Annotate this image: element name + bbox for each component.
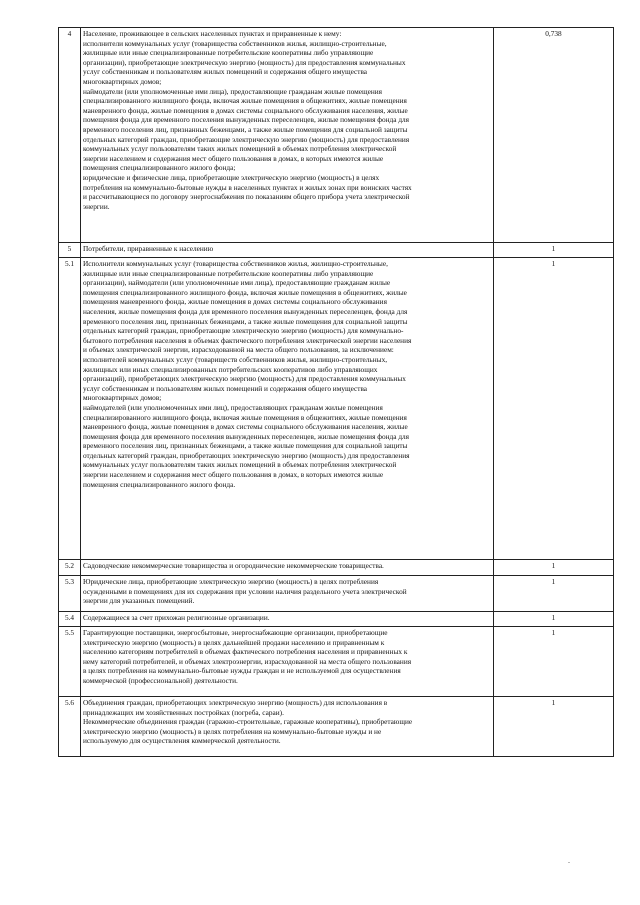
consumer-category-description [81, 627, 494, 697]
description-line: Содержащиеся за счет прихожан религиозные организации. [83, 613, 270, 622]
description-line: энергии населением и содержания мест общего пользования в домах, в которых имеются жилые [83, 153, 384, 163]
row-number: 5.1 [59, 258, 81, 560]
description-line: специализированного жилищного фонда, включая жилые помещения в общежитиях, жилые помещения [83, 412, 407, 422]
description-line: помещения специализированного жилищного фонда, включая жилые помещения в общежитиях, жилые [83, 287, 407, 297]
description-line: наймодателей (или уполномоченных ими лиц), предоставляющих гражданам жилые помещения [83, 402, 383, 412]
description-line: Объединения граждан, приобретающих электрическую энергию (мощность) для использования в [83, 698, 388, 707]
description-line: многоквартирных домов; [83, 393, 162, 403]
coefficient-value: 1 [494, 243, 614, 258]
description-line: организации), приобретающие электрическую энергию (мощность) для предоставления коммунальных [83, 57, 406, 67]
description-line: населения, жилые помещения фонда для временного поселения вынужденных переселенцев, фонда для [83, 306, 408, 316]
description-line: электрическую энергию (мощность) в целях дальнейшей продажи населению и приравненным к [83, 637, 385, 647]
description-line: электрическую энергию (мощность) в целях потребления на коммунально-бытовые нужды и не [83, 726, 382, 736]
description-line: специализированного жилищного фонда, включая жилые помещения в общежитиях, жилые помещения [83, 96, 407, 106]
consumer-category-description [81, 243, 494, 258]
coefficient-value: 1 [494, 258, 614, 560]
description-line: в целях потребления на коммунально-бытовые нужды граждан и не используемой для осуществления [83, 666, 401, 676]
table-row [59, 243, 614, 258]
description-line: наймодатели (или уполномоченные ими лица), предоставляющие гражданам жилые помещения [83, 86, 382, 96]
table-row [59, 627, 614, 697]
table-row [59, 576, 614, 612]
row-number: 5.6 [59, 697, 81, 757]
coefficient-value: 1 [494, 612, 614, 627]
description-line: помещения маневренного фонда, жилые помещения в домах системы социального обслуживания [83, 297, 387, 307]
description-line: исполнителей коммунальных услуг (товариществ собственников жилья, жилищно-строительных, [83, 354, 388, 364]
consumer-category-description [81, 576, 494, 612]
description-line: Некоммерческие объединения граждан (гаражно-строительные, гаражные кооперативы), приобретающие [83, 717, 413, 727]
table-row [59, 612, 614, 627]
description-line: организаций), приобретающих электрическую энергию (мощность) для предоставления коммунальных [83, 374, 406, 384]
description-line: используемую для осуществления коммерческой деятельности. [83, 736, 281, 746]
description-line: Садоводческие некоммерческие товарищества и огороднические некоммерческие товарищества. [83, 561, 384, 570]
coefficient-value: 1 [494, 697, 614, 757]
consumer-category-description [81, 28, 494, 243]
description-line: энергии населением и содержания мест общего пользования в домах, в которых имеются жилые [83, 470, 384, 480]
description-line: отдельных категорий граждан, приобретающих электрическую энергию (мощность) для предоставления [83, 450, 410, 460]
description-line: помещения специализированного жилого фонда; [83, 163, 236, 173]
description-line: Население, проживающее в сельских населенных пунктах и приравненные к нему: [83, 29, 342, 38]
row-number: 5.5 [59, 627, 81, 697]
description-line: услуг собственникам и пользователям жилых помещений и содержания общего имущества [83, 67, 368, 77]
coefficient-value: 1 [494, 576, 614, 612]
consumer-category-description [81, 560, 494, 576]
description-line: коммунальных услуг пользователям таких жилых помещений в объемах потребления электрической [83, 144, 397, 154]
description-line: потребления на коммунально-бытовые нужды в населенных пунктах и жилых зонах при воинских частях [83, 182, 412, 192]
description-line: помещения фонда для временного поселения вынужденных переселенцев, жилые помещения фонда для [83, 431, 410, 441]
description-line: помещения фонда для временного поселения вынужденных переселенцев, жилые помещения фонда для [83, 115, 410, 125]
description-line: Гарантирующие поставщики, энергосбытовые, энергоснабжающие организации, приобретающие [83, 628, 388, 637]
description-line: Юридические лица, приобретающие электрическую энергию (мощность) в целях потребления [83, 577, 379, 586]
description-line: жилищные или иные специализированные потребительские кооперативы либо управляющие [83, 48, 374, 58]
coefficient-value: 0,738 [494, 28, 614, 243]
coefficient-value: 1 [494, 560, 614, 576]
description-line: временного поселения лиц, признанных беженцами, а также жилые помещения для социальной защиты [83, 316, 408, 326]
description-line: многоквартирных домов; [83, 76, 162, 86]
description-line: помещения специализированного жилого фонда. [83, 479, 236, 489]
table-row [59, 28, 614, 243]
description-line: юридические и физические лица, приобретающие электрическую энергию (мощность) в целях [83, 172, 380, 182]
description-line: организации), наймодатели (или уполномоченные ими лица), предоставляющие гражданам жилые [83, 278, 391, 288]
row-number: 4 [59, 28, 81, 243]
scan-speck [568, 862, 570, 863]
tariff-consumer-table [58, 27, 614, 757]
description-line: жилищные или иные специализированные потребительские кооперативы либо управляющие [83, 268, 374, 278]
description-line: временного поселения лиц, признанных беженцами, а также жилые помещения для социальной защиты [83, 441, 408, 451]
row-number: 5 [59, 243, 81, 258]
description-line: нему категорий потребителей, и объемах электроэнергии, израсходованной на места общего пользования [83, 656, 412, 666]
description-line: услуг собственникам и пользователям жилых помещений и содержания общего имущества [83, 383, 368, 393]
table-row [59, 258, 614, 560]
description-line: жилищных или иных специализированных потребительских кооперативов либо управляющих [83, 364, 378, 374]
description-line: отдельных категорий граждан, приобретающие электрическую энергию (мощность) для коммунально- [83, 326, 404, 336]
description-line: временного поселения лиц, признанных беженцами, а также жилые помещения для социальной защиты [83, 124, 408, 134]
description-line: исполнители коммунальных услуг (товарищества собственников жилья, жилищно-строительные, [83, 38, 387, 48]
description-line: маневренного фонда, жилые помещения в домах системы социального обслуживания населения, жилые [83, 105, 408, 115]
row-number: 5.4 [59, 612, 81, 627]
description-line: и рассчитывающиеся по договору энергоснабжения по показаниям общего прибора учета электрической [83, 192, 410, 202]
row-number: 5.3 [59, 576, 81, 612]
description-line: коммунальных услуг пользователям таких жилых помещений в объемах потребления электрической [83, 460, 397, 470]
description-line: осужденными в помещениях для их содержания при условии наличия раздельного учета электрической [83, 586, 407, 596]
description-line: маневренного фонда, жилые помещения в домах системы социального обслуживания населения, жилые [83, 422, 408, 432]
consumer-category-description [81, 697, 494, 757]
table-row [59, 560, 614, 576]
description-line: коммерческой (профессиональной) деятельности. [83, 675, 238, 685]
consumer-category-description [81, 612, 494, 627]
description-line: энергии для указанных помещений. [83, 596, 195, 606]
description-line: Исполнители коммунальных услуг (товарищества собственников жилья, жилищно-строительные, [83, 259, 388, 268]
description-line: Потребители, приравненные к населению [83, 244, 214, 253]
table-row [59, 697, 614, 757]
description-line: отдельных категорий граждан, приобретающие электрическую энергию (мощность) для предоставления [83, 134, 410, 144]
description-line: бытового потребления населения в объемах фактического потребления электрической энергии населения [83, 335, 412, 345]
coefficient-value: 1 [494, 627, 614, 697]
row-number: 5.2 [59, 560, 81, 576]
description-line: населению категориям потребителей в объемах фактического потребления населения и приравненных к [83, 647, 408, 657]
description-line: и объемах электрической энергии, израсходованной на места общего пользования, за исключением: [83, 345, 394, 355]
description-line: энергии. [83, 201, 110, 211]
description-line: принадлежащих им хозяйственных постройках (погреба, сараи). [83, 707, 284, 717]
consumer-category-description [81, 258, 494, 560]
